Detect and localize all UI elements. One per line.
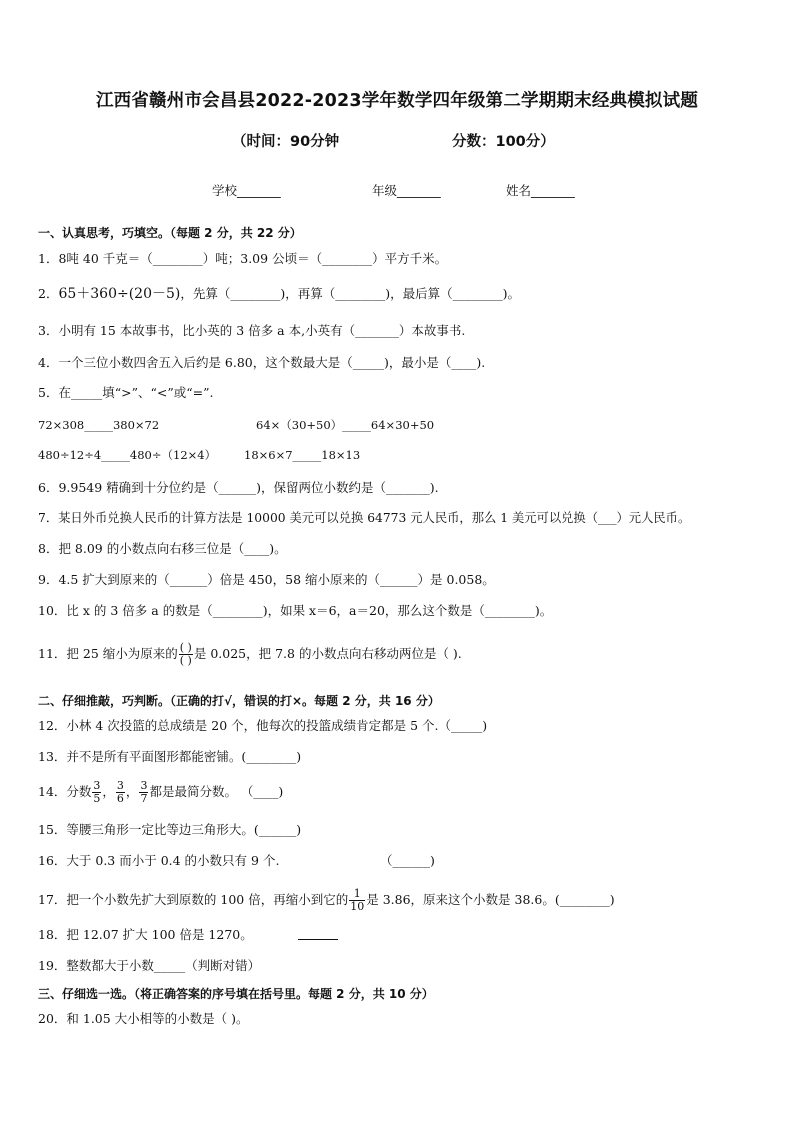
question-5: 5．在_____填“>”、“<”或“=”. (38, 385, 214, 400)
question-16 (38, 853, 435, 869)
time-label: （时间：90分钟 (232, 134, 340, 150)
question-5-row-1 (38, 417, 435, 433)
question-1: 1．8吨 40 千克＝（________）吨；3.09 公顷＝（________）平方千米。 (38, 251, 448, 266)
fraction-denominator: 7 (140, 792, 148, 805)
question-14-text-a: 14．分数 (38, 784, 92, 799)
fraction-numerator: 1 (349, 888, 365, 901)
fraction-numerator: 3 (93, 779, 101, 792)
question-18 (38, 927, 253, 943)
question-9: 9．4.5 扩大到原来的（______）倍是 450，58 缩小原来的（______）是 0.058。 (38, 572, 495, 587)
fraction-3-5 (92, 780, 101, 805)
question-10: 10．比 x 的 3 倍多 a 的数是（________)，如果 x＝6，a＝20，那么这个数是（________)。 (38, 603, 553, 618)
score-label: 分数：100分） (452, 134, 555, 150)
question-2-expression: 65＋360÷(20－5) (58, 286, 181, 302)
question-5-row-2 (38, 447, 361, 463)
question-8: 8．把 8.09 的小数点向右移三位是（____)。 (38, 541, 287, 556)
question-6: 6．9.9549 精确到十分位约是（______)，保留两位小数约是（_______). (38, 480, 439, 495)
question-11 (38, 642, 462, 667)
section-3-heading: 三、仔细选一选。（将正确答案的序号填在括号里。每题 2 分，共 10 分） (38, 987, 434, 1001)
fraction-1-10 (349, 888, 365, 913)
question-13: 13．并不是所有平面图形都能密铺。(________) (38, 749, 302, 764)
question-20: 20．和 1.05 大小相等的小数是（ )。 (38, 1011, 249, 1026)
fraction-denominator: 10 (350, 900, 365, 913)
question-11-fraction (179, 642, 193, 667)
fraction-denominator: 5 (93, 792, 101, 805)
question-4: 4．一个三位小数四舍五入后约是 6.80，这个数最大是（_____)，最小是（____). (38, 355, 486, 370)
question-18-answer-line (298, 927, 338, 940)
question-2-number: 2． (38, 286, 59, 301)
question-7: 7．某日外币兑换人民币的计算方法是 10000 美元可以兑换 64773 元人民币，那么 1 美元可以兑换（___）元人民币。 (38, 511, 691, 525)
question-18-text: 18．把 12.07 扩大 100 倍是 1270。 (38, 927, 253, 942)
fraction-denominator: ( ) (179, 654, 192, 667)
question-14: 14．分数 $\frac{3}{5}$ ， $\frac{3}{6}$ ， $\frac{3}{7}$ 都是最简分数。 （____) (38, 779, 284, 805)
question-5d: 18×6×7_____18×13 (244, 448, 361, 462)
fraction-denominator: 6 (116, 792, 124, 805)
fraction-3-7 (139, 780, 148, 805)
question-19: 19．整数都大于小数_____（判断对错） (38, 958, 261, 973)
fraction-3-6 (116, 780, 125, 805)
question-17 (38, 888, 615, 913)
question-14-text-b: 都是最简分数。 （____) (149, 784, 284, 799)
question-5b: 64×（30+50）_____64×30+50 (256, 418, 435, 432)
school-field: 学校_______ (212, 183, 281, 198)
question-11-text-a: 11．把 25 缩小为原来的 (38, 646, 178, 661)
question-12: 12．小林 4 次投篮的总成绩是 20 个，他每次的投篮成绩肯定都是 5 个.（_____) (38, 718, 488, 733)
question-16-text: 16．大于 0.3 而小于 0.4 的小数只有 9 个. (38, 853, 280, 868)
fraction-numerator: 3 (140, 779, 148, 792)
question-17-text-b: 是 3.86，原来这个小数是 38.6。(________) (366, 892, 615, 907)
question-16-blank: （______) (380, 853, 435, 868)
question-2 (38, 286, 520, 302)
section-1-heading: 一、认真思考，巧填空。（每题 2 分，共 22 分） (38, 226, 302, 240)
fraction-numerator: ( ) (179, 641, 192, 654)
question-11-text-b: 是 0.025，把 7.8 的小数点向右移动两位是（ ). (193, 646, 462, 661)
question-3: 3．小明有 15 本故事书，比小英的 3 倍多 a 本,小英有（_______）本故事书. (38, 323, 466, 338)
question-17-text-a: 17．把一个小数先扩大到原数的 100 倍，再缩小到它的 (38, 892, 349, 907)
question-5a: 72×308_____380×72 (38, 418, 160, 432)
section-2-heading: 二、仔细推敲，巧判断。（正确的打√，错误的打×。每题 2 分，共 16 分） (38, 694, 440, 708)
page-title: 江西省赣州市会昌县2022-2023学年数学四年级第二学期期末经典模拟试题 (95, 91, 699, 111)
fraction-numerator: 3 (116, 779, 124, 792)
name-field: 姓名_______ (506, 183, 575, 198)
question-15: 15．等腰三角形一定比等边三角形大。(______) (38, 822, 302, 837)
grade-field: 年级_______ (372, 183, 441, 198)
question-2-text: ，先算（________)，再算（________)，最后算（________)。 (180, 286, 521, 301)
question-5c: 480÷12÷4_____480÷（12×4） (38, 448, 217, 462)
